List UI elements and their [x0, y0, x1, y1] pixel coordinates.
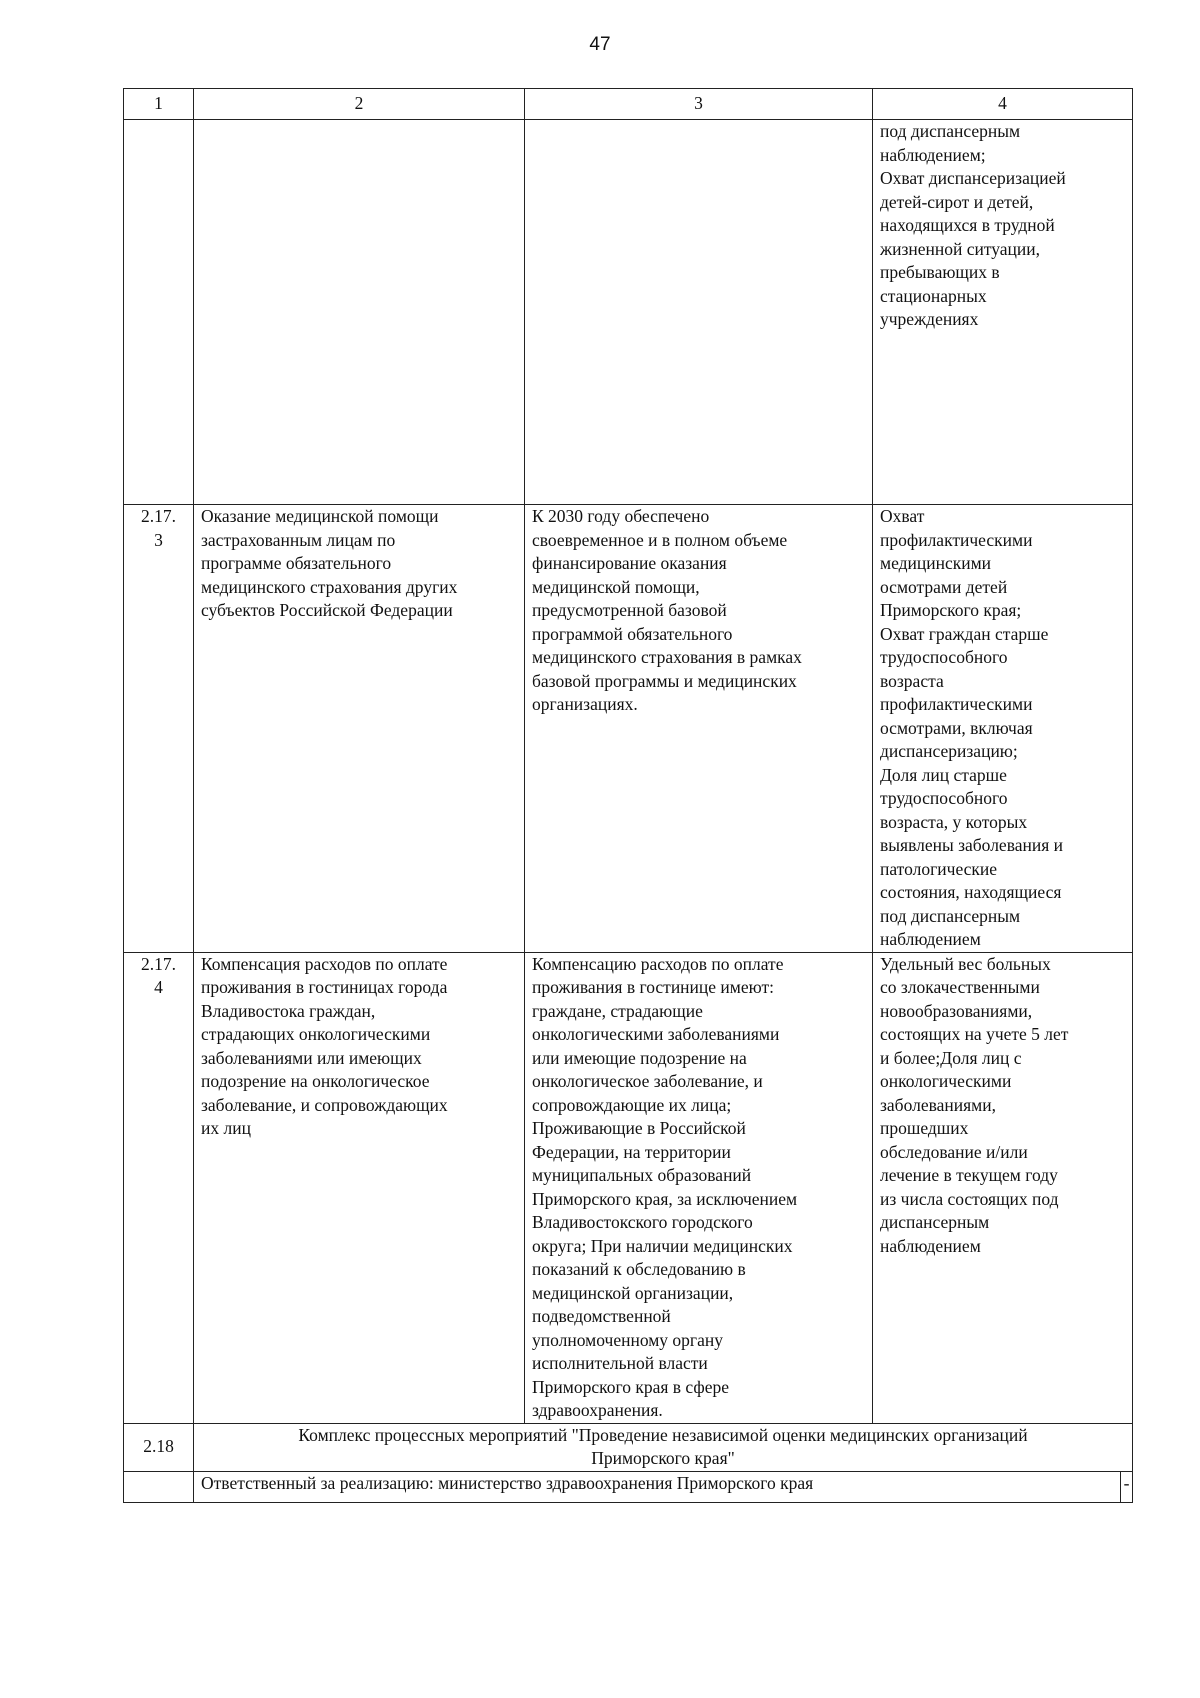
text-line: медицинского страхования в рамках	[532, 647, 802, 667]
text-line: онкологическими заболеваниями	[532, 1024, 780, 1044]
text-line: Приморского края"	[591, 1448, 735, 1468]
table-row-2-17-4	[124, 952, 1133, 1423]
text-line: наблюдением;	[880, 144, 986, 165]
table-row-continuation	[124, 120, 1133, 505]
measure-name-cell	[194, 952, 525, 1423]
text-line: осмотрами детей	[880, 576, 1008, 597]
text-line: состояния, находящиеся	[880, 882, 1062, 902]
text-line: Удельный вес больных	[880, 953, 1051, 974]
text-line: наблюдением	[880, 929, 981, 949]
text-line: Проживающие в Российской	[532, 1118, 746, 1138]
text-line: трудоспособного	[880, 788, 1008, 808]
text-line: пребывающих в	[880, 262, 1000, 282]
text-line: заболеваниями,	[880, 1094, 996, 1115]
measures-table	[123, 88, 1133, 1503]
text-line: жизненной ситуации,	[880, 238, 1041, 259]
text-line: онкологическое заболевание, и	[532, 1071, 763, 1091]
text-line: диспансеризацию;	[880, 741, 1018, 761]
section-title	[194, 1423, 1133, 1471]
text-line: муниципальных образований	[532, 1165, 752, 1185]
text-line: страдающих онкологическими	[201, 1024, 431, 1044]
text-line: округа; При наличии медицинских	[532, 1235, 793, 1256]
indicator-cell	[873, 120, 1133, 505]
text-line: обследование и/или	[880, 1141, 1028, 1162]
text-line: 2.17.	[141, 506, 176, 526]
text-line: возраста, у которых	[880, 811, 1028, 832]
text-line: финансирование оказания	[532, 553, 727, 573]
text-line: профилактическими	[880, 694, 1033, 714]
table-row-2-17-3	[124, 505, 1133, 953]
text-line: 2.17.	[141, 953, 176, 974]
text-line: со злокачественными	[880, 977, 1040, 997]
row-number	[124, 120, 194, 505]
text-line: Оказание медицинской помощи	[201, 506, 439, 526]
row-number	[124, 952, 194, 1423]
text-line: программой обязательного	[532, 623, 733, 644]
text-line: программе обязательного	[201, 553, 392, 573]
text-line: Владивостокского городского	[532, 1212, 753, 1232]
text-line: под диспансерным	[880, 121, 1021, 141]
text-line: застрахованным лицам по	[201, 529, 396, 550]
table-row-responsible	[124, 1471, 1133, 1502]
text-line: онкологическими	[880, 1071, 1012, 1091]
text-line: подведомственной	[532, 1306, 671, 1326]
text-line: детей-сирот и детей,	[880, 191, 1034, 212]
text-line: Охват граждан старше	[880, 623, 1049, 644]
text-line: учреждениях	[880, 309, 979, 329]
text-line: здравоохранения.	[532, 1400, 663, 1420]
text-line: возраста	[880, 670, 944, 691]
column-header-2: 2	[194, 89, 525, 120]
text-line: показаний к обследованию в	[532, 1259, 746, 1279]
text-line: Охват диспансеризацией	[880, 168, 1066, 188]
measure-name-cell	[194, 120, 525, 505]
text-line: Компенсацию расходов по оплате	[532, 953, 784, 974]
text-line: Комплекс процессных мероприятий "Проведение независимой оценки медицинских организаций	[298, 1424, 1028, 1445]
page-number: 47	[589, 34, 611, 55]
expected-result-cell	[525, 952, 873, 1423]
responsible-text: Ответственный за реализацию: министерство здравоохранения Приморского края	[194, 1471, 1121, 1502]
text-line: медицинскими	[880, 553, 992, 573]
text-line: профилактическими	[880, 529, 1033, 550]
text-line: их лиц	[201, 1118, 251, 1138]
text-line: находящихся в трудной	[880, 215, 1055, 235]
text-line: граждане, страдающие	[532, 1000, 703, 1021]
text-line: исполнительной власти	[532, 1353, 708, 1373]
text-line: проживания в гостинице имеют:	[532, 977, 774, 997]
empty-cell	[124, 1471, 194, 1502]
column-header-3: 3	[525, 89, 873, 120]
column-header-1: 1	[124, 89, 194, 120]
text-line: состоящих на учете 5 лет	[880, 1024, 1069, 1044]
indicator-cell	[873, 505, 1133, 953]
text-line: прошедших	[880, 1118, 969, 1138]
text-line: базовой программы и медицинских	[532, 670, 797, 691]
text-line: Приморского края в сфере	[532, 1376, 730, 1397]
text-line: Охват	[880, 506, 925, 526]
text-line: Приморского края, за исключением	[532, 1188, 798, 1209]
text-line: К 2030 году обеспечено	[532, 506, 710, 526]
text-line: Владивостока граждан,	[201, 1000, 376, 1021]
text-line: проживания в гостиницах города	[201, 977, 448, 997]
text-line: заболевание, и сопровождающих	[201, 1094, 448, 1115]
text-line: медицинской организации,	[532, 1282, 734, 1303]
section-number: 2.18	[124, 1423, 194, 1471]
expected-result-cell	[525, 505, 873, 953]
expected-result-cell	[525, 120, 873, 505]
text-line: предусмотренной базовой	[532, 600, 727, 620]
text-line: Федерации, на территории	[532, 1141, 731, 1162]
measure-name-cell	[194, 505, 525, 953]
text-line: Компенсация расходов по оплате	[201, 953, 448, 974]
text-line: или имеющие подозрение на	[532, 1047, 747, 1068]
text-line: субъектов Российской Федерации	[201, 600, 453, 620]
responsible-value: -	[1121, 1471, 1133, 1502]
text-line: лечение в текущем году	[880, 1165, 1058, 1185]
text-line: выявлены заболевания и	[880, 835, 1064, 855]
text-line: сопровождающие их лица;	[532, 1094, 732, 1115]
text-line: из числа состоящих под	[880, 1188, 1059, 1209]
text-line: новообразованиями,	[880, 1000, 1033, 1021]
text-line: стационарных	[880, 285, 987, 306]
text-line: медицинского страхования других	[201, 576, 458, 597]
text-line: наблюдением	[880, 1235, 981, 1256]
text-line: осмотрами, включая	[880, 717, 1033, 738]
column-header-4: 4	[873, 89, 1133, 120]
text-line: медицинской помощи,	[532, 576, 700, 597]
table-header-row	[124, 89, 1133, 120]
row-number	[124, 505, 194, 953]
text-line: трудоспособного	[880, 647, 1008, 667]
indicator-cell	[873, 952, 1133, 1423]
text-line: заболеваниями или имеющих	[201, 1047, 422, 1068]
text-line: и более;Доля лиц с	[880, 1047, 1022, 1068]
text-line: диспансерным	[880, 1212, 990, 1232]
text-line: 4	[154, 977, 163, 997]
text-line: под диспансерным	[880, 905, 1021, 926]
text-line: организациях.	[532, 694, 638, 714]
text-line: патологические	[880, 858, 998, 879]
text-line: Доля лиц старше	[880, 764, 1007, 785]
text-line: 3	[154, 529, 163, 550]
text-line: своевременное и в полном объеме	[532, 529, 788, 550]
text-line: уполномоченному органу	[532, 1329, 723, 1350]
text-line: подозрение на онкологическое	[201, 1071, 430, 1091]
table-row-2-18-section	[124, 1423, 1133, 1471]
text-line: Приморского края;	[880, 600, 1022, 620]
